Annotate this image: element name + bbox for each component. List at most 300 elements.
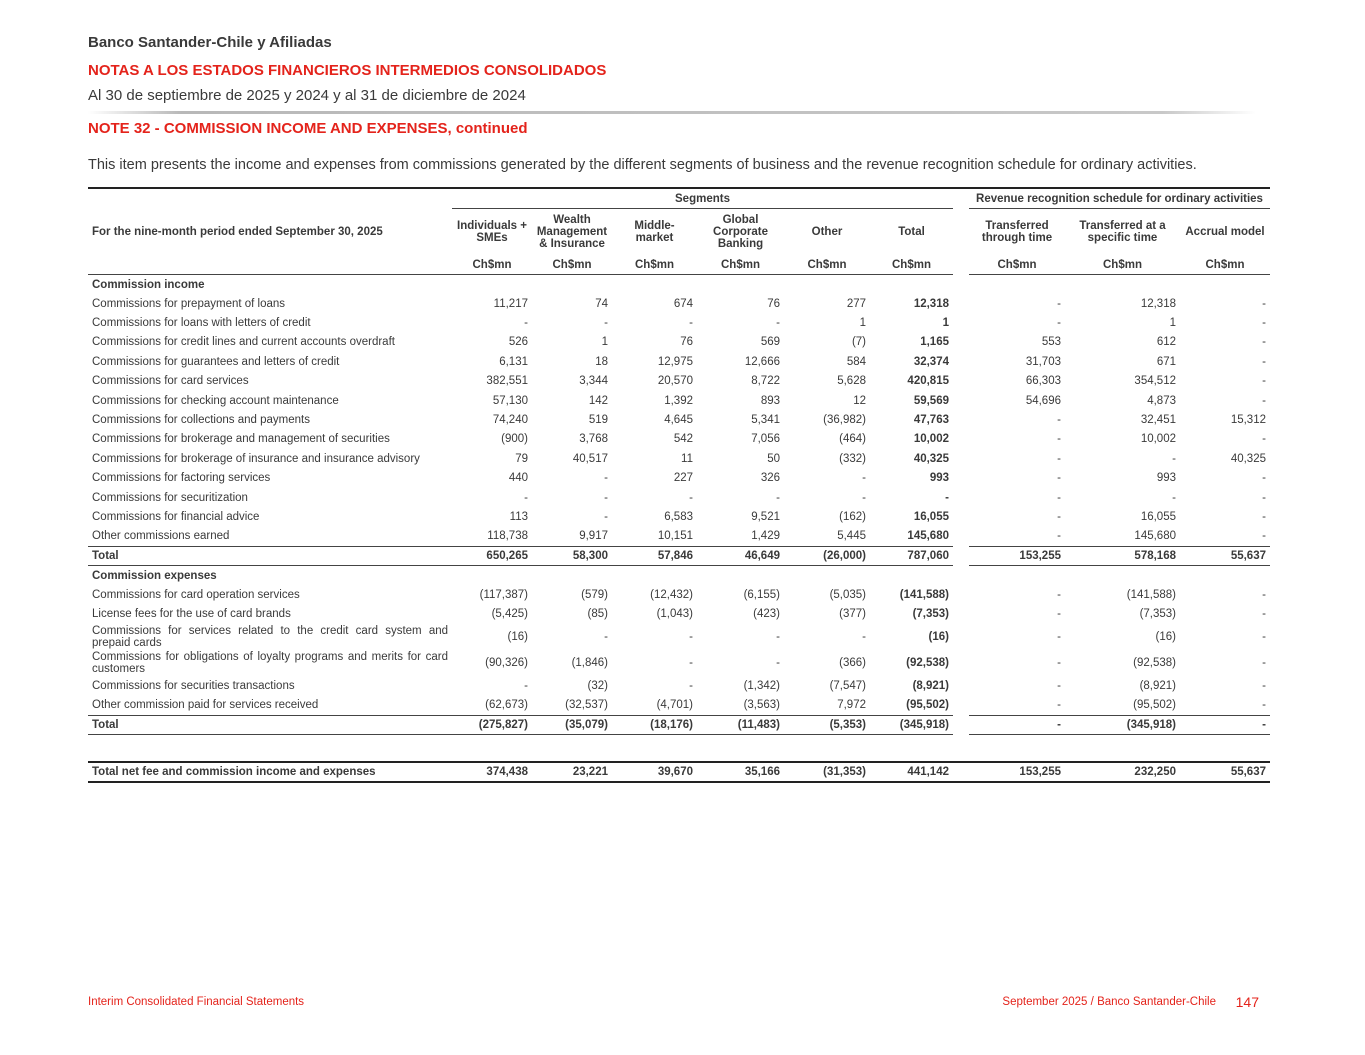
value-cell: (8,921) [912,679,949,692]
empty-cell [697,275,784,295]
empty-cell [784,566,870,586]
value-cell: 12,318 [1140,297,1176,310]
value-cell: (162) [839,510,866,523]
value-cell: 11 [681,452,693,465]
value-cell: - [969,715,1065,734]
value-cell: 6,583 [664,510,693,523]
row-label: Commissions for brokerage and management of securities [92,433,390,446]
value-cell: (1,846) [571,656,608,669]
value-cell: 7,056 [751,433,780,446]
note-intro: This item presents the income and expenses from commissions generated by the different segments of business and the revenue recognition schedule for ordinary activities. [88,157,1197,173]
spacer-cell [953,430,969,449]
spacer-cell [953,372,969,391]
value-cell: - [1172,491,1176,504]
value-cell: - [1262,433,1266,446]
column-header-row [88,209,1270,256]
table-row [88,430,1270,449]
empty-cell [953,734,969,762]
value-cell: - [862,630,866,643]
value-cell: - [776,656,780,669]
table-row [88,585,1270,604]
empty-cell [1180,275,1270,295]
spacer-cell [953,715,969,734]
value-cell: 542 [673,433,693,446]
table-row [88,391,1270,410]
value-cell: 12,318 [913,297,949,310]
value-cell: - [862,491,866,504]
table-row [88,313,1270,332]
footer-document-title: Interim Consolidated Financial Statements [88,996,305,1008]
value-cell: 232,250 [1065,762,1180,782]
row-label: Commissions for brokerage of insurance and insurance advisory [92,452,420,465]
value-cell: 74 [595,297,608,310]
row-label: Commissions for collections and payments [92,414,310,427]
value-cell: 16,055 [913,510,949,523]
income-total-row [88,547,1270,566]
value-cell: 584 [846,355,866,368]
empty-cell [1180,734,1270,762]
value-cell: - [524,679,528,692]
value-cell: 326 [760,472,780,485]
value-cell: (1,342) [743,679,780,692]
table-row [88,410,1270,429]
value-cell: - [1262,297,1266,310]
value-cell: (62,673) [485,698,528,711]
unit-row [88,255,1270,275]
empty-cell [953,275,969,295]
table-row [88,507,1270,526]
value-cell: - [689,491,693,504]
value-cell: 74,240 [492,414,528,427]
value-cell: (16) [507,630,528,643]
value-cell: (85) [587,608,608,621]
row-label: Commissions for credit lines and current accounts overdraft [92,336,395,349]
spacer-row [88,734,1270,762]
value-cell: 32,374 [913,355,949,368]
col-middle-market: Middle-market [634,220,675,244]
value-cell: - [1262,588,1266,601]
value-cell: - [1172,452,1176,465]
report-dates: Al 30 de septiembre de 2025 y 2024 y al 31 de diciembre de 2024 [88,87,526,104]
value-cell: (423) [753,608,780,621]
value-cell: (35,079) [532,715,612,734]
value-cell: (141,588) [899,588,949,601]
value-cell: 12,975 [657,355,693,368]
spacer-cell [953,488,969,507]
spacer-cell [953,449,969,468]
revenue-group-header: Revenue recognition schedule for ordinary activities [969,188,1270,209]
value-cell: - [604,510,608,523]
value-cell: 145,680 [1134,530,1176,543]
value-cell: (141,588) [1126,588,1176,601]
spacer-cell [953,333,969,352]
value-cell: - [1262,530,1266,543]
empty-cell [953,566,969,586]
value-cell: 50 [767,452,780,465]
value-cell: 23,221 [532,762,612,782]
value-cell: (18,176) [612,715,697,734]
value-cell: - [689,656,693,669]
value-cell: 5,628 [837,375,866,388]
col-total: Total [898,226,925,238]
value-cell: 519 [588,414,608,427]
value-cell: - [524,491,528,504]
value-cell: (5,353) [784,715,870,734]
value-cell: 9,917 [579,530,608,543]
value-cell: 6,131 [499,355,528,368]
empty-cell [697,734,784,762]
value-cell: 35,166 [697,762,784,782]
value-cell: - [1057,679,1061,692]
value-cell: - [604,491,608,504]
footer-source [1002,996,1216,1008]
table-row [88,488,1270,507]
unit-label: Ch$mn [784,255,870,275]
value-cell: 54,696 [1025,394,1061,407]
value-cell: (117,387) [479,588,528,601]
value-cell: 1 [601,336,608,349]
empty-cell [870,275,953,295]
value-cell: 1,392 [664,394,693,407]
table-row [88,527,1270,547]
value-cell: - [1262,355,1266,368]
value-cell: 420,815 [907,375,949,388]
group-header-row [88,188,1270,209]
value-cell: - [689,630,693,643]
table-row [88,604,1270,623]
net-total-row [88,762,1270,782]
value-cell: 153,255 [969,547,1065,566]
empty-cell [697,566,784,586]
spacer-cell [953,352,969,371]
value-cell: (92,538) [906,656,949,669]
footer-bank: Banco Santander-Chile [1097,996,1216,1008]
value-cell: 15,312 [1230,414,1266,427]
value-cell: (16) [928,630,949,643]
value-cell: 16,055 [1140,510,1176,523]
spacer-cell [953,676,969,695]
value-cell: 787,060 [870,547,953,566]
value-cell: 7,972 [837,698,866,711]
value-cell: - [604,317,608,330]
value-cell: (5,425) [491,608,528,621]
unit-label: Ch$mn [870,255,953,275]
row-label: Commissions for card operation services [92,588,300,601]
row-label: Commissions for securities transactions [92,679,295,692]
value-cell: (5,035) [829,588,866,601]
value-cell: 8,722 [751,375,780,388]
value-cell: 671 [1156,355,1176,368]
value-cell: 32,451 [1140,414,1176,427]
value-cell: (345,918) [1065,715,1180,734]
value-cell: - [1262,679,1266,692]
value-cell: 118,738 [487,530,528,543]
value-cell: - [1262,394,1266,407]
value-cell: (7,547) [829,679,866,692]
value-cell: 58,300 [532,547,612,566]
value-cell: - [776,317,780,330]
value-cell: 553 [1041,336,1061,349]
value-cell: 142 [588,394,608,407]
value-cell: (8,921) [1139,679,1176,692]
value-cell: (3,563) [743,698,780,711]
page-number: 147 [1235,994,1259,1010]
value-cell: 31,703 [1025,355,1061,368]
value-cell: 47,763 [913,414,949,427]
col-other: Other [811,226,843,238]
section-label: Commission expenses [92,569,217,582]
value-cell: - [862,472,866,485]
spacer-cell [953,469,969,488]
value-cell: (32) [587,679,608,692]
value-cell: (579) [581,588,608,601]
value-cell: - [1057,608,1061,621]
value-cell: - [1057,317,1061,330]
value-cell: 1,165 [920,336,949,349]
value-cell: 40,325 [913,452,949,465]
value-cell: (377) [839,608,866,621]
spacer-cell [953,547,969,566]
value-cell: (900) [501,433,528,446]
note-title: NOTE 32 - COMMISSION INCOME AND EXPENSES, continued [88,120,528,137]
value-cell: 227 [673,472,693,485]
value-cell: 674 [673,297,693,310]
spacer-cell [953,294,969,313]
spacer-cell [953,624,969,650]
value-cell: 993 [1156,472,1176,485]
empty-cell [969,566,1065,586]
value-cell: 55,637 [1180,547,1270,566]
unit-label: Ch$mn [1180,255,1270,275]
col-global-corporate-banking: Global Corporate Banking [713,214,768,250]
empty-cell [1180,566,1270,586]
empty-cell [1065,734,1180,762]
empty-cell [612,734,697,762]
spacer-cell [953,604,969,623]
value-cell: (95,502) [906,698,949,711]
value-cell: (31,353) [784,762,870,782]
row-label: Commissions for checking account maintenance [92,394,339,407]
value-cell: - [776,491,780,504]
row-label: Commissions for obligations of loyalty programs and merits for card customers [92,650,448,675]
value-cell: 76 [767,297,780,310]
value-cell: 3,344 [579,375,608,388]
value-cell: 76 [680,336,693,349]
empty-cell [1065,566,1180,586]
unit-label: Ch$mn [612,255,697,275]
empty-cell [784,275,870,295]
value-cell: 145,680 [907,530,949,543]
company-name: Banco Santander-Chile y Afiliadas [88,34,332,51]
value-cell: 10,002 [913,433,949,446]
table-row [88,650,1270,676]
value-cell: - [1057,530,1061,543]
value-cell: - [945,491,949,504]
value-cell: (7) [851,336,866,349]
income-section-row [88,275,1270,295]
table-row [88,333,1270,352]
empty-cell [1065,275,1180,295]
value-cell: 12,666 [744,355,780,368]
value-cell: 18 [595,355,608,368]
value-cell: 354,512 [1134,375,1176,388]
table-row [88,695,1270,715]
value-cell: (90,326) [485,656,528,669]
empty-cell [969,734,1065,762]
value-cell: (366) [839,656,866,669]
row-label: License fees for the use of card brands [92,608,291,621]
value-cell: 893 [760,394,780,407]
value-cell: (95,502) [1133,698,1176,711]
value-cell: (26,000) [784,547,870,566]
value-cell: - [1262,375,1266,388]
empty-cell [612,275,697,295]
value-cell: - [1057,698,1061,711]
row-label: Commissions for factoring services [92,472,271,485]
value-cell: - [1262,317,1266,330]
spacer-cell [953,527,969,547]
value-cell: (464) [839,433,866,446]
value-cell: (92,538) [1133,656,1176,669]
value-cell: - [1262,336,1266,349]
table-row [88,294,1270,313]
unit-label: Ch$mn [1065,255,1180,275]
value-cell: - [1057,452,1061,465]
table-row [88,352,1270,371]
empty-cell [784,734,870,762]
value-cell: (11,483) [697,715,784,734]
value-cell: (1,043) [656,608,693,621]
value-cell: 1 [859,317,866,330]
value-cell: - [1057,472,1061,485]
value-cell: 59,569 [913,394,949,407]
value-cell: 66,303 [1025,375,1061,388]
value-cell: 20,570 [657,375,693,388]
col-individuals-smes: Individuals + SMEs [457,220,527,244]
table-row [88,624,1270,650]
empty-cell [969,275,1065,295]
value-cell: - [1262,656,1266,669]
empty-cell [452,734,532,762]
value-cell: 9,521 [751,510,780,523]
value-cell: 441,142 [870,762,953,782]
value-cell: - [1057,656,1061,669]
value-cell: 12 [853,394,866,407]
segments-group-header: Segments [452,188,953,209]
row-label: Total net fee and commission income and expenses [88,762,452,782]
value-cell: 5,341 [751,414,780,427]
value-cell: - [1057,491,1061,504]
value-cell: - [1057,630,1061,643]
value-cell: 993 [929,472,949,485]
value-cell: - [776,630,780,643]
unit-label: Ch$mn [532,255,612,275]
table-body [88,275,1270,782]
spacer-cell [953,507,969,526]
row-label: Commissions for prepayment of loans [92,297,286,310]
value-cell: - [1057,588,1061,601]
value-cell: - [1057,414,1061,427]
value-cell: - [1180,715,1270,734]
value-cell: 374,438 [452,762,532,782]
value-cell: - [1262,472,1266,485]
value-cell: 382,551 [486,375,528,388]
value-cell: (7,353) [1139,608,1176,621]
col-transferred-specific-time: Transferred at a specific time [1079,220,1166,244]
row-label: Commissions for card services [92,375,249,388]
value-cell: - [1262,510,1266,523]
empty-cell [452,275,532,295]
value-cell: 578,168 [1065,547,1180,566]
spacer-cell [953,695,969,715]
value-cell: (6,155) [743,588,780,601]
value-cell: 612 [1156,336,1176,349]
value-cell: - [689,679,693,692]
value-cell: (12,432) [650,588,693,601]
table-row [88,372,1270,391]
value-cell: 5,445 [837,530,866,543]
spacer-cell [953,762,969,782]
value-cell: 1 [942,317,949,330]
col-wealth-management: Wealth Management & Insurance [536,214,608,250]
spacer-cell [953,391,969,410]
value-cell: (275,827) [452,715,532,734]
footer-slash: / [1090,996,1094,1008]
section-label: Commission income [92,278,205,291]
value-cell: (332) [839,452,866,465]
spacer-cell [953,585,969,604]
value-cell: 10,002 [1140,433,1176,446]
value-cell: - [689,317,693,330]
commission-table [88,187,1270,783]
table-row [88,469,1270,488]
value-cell: 11,217 [493,297,528,310]
value-cell: - [524,317,528,330]
value-cell: 46,649 [697,547,784,566]
value-cell: 10,151 [657,530,693,543]
col-accrual-model: Accrual model [1185,226,1265,238]
empty-cell [532,566,612,586]
value-cell: - [1057,297,1061,310]
table-row [88,449,1270,468]
value-cell: - [1262,698,1266,711]
value-cell: 526 [508,336,528,349]
value-cell: 153,255 [969,762,1065,782]
value-cell: 57,846 [612,547,697,566]
header-divider [88,111,1256,114]
row-label: Commissions for securitization [92,491,248,504]
expense-total-row [88,715,1270,734]
value-cell: - [1057,510,1061,523]
unit-label: Ch$mn [452,255,532,275]
value-cell: - [604,630,608,643]
empty-cell [870,734,953,762]
value-cell: 57,130 [492,394,528,407]
value-cell: (32,537) [565,698,608,711]
value-cell: (7,353) [912,608,949,621]
value-cell: 440 [508,472,528,485]
row-label: Commissions for financial advice [92,510,260,523]
notes-title: NOTAS A LOS ESTADOS FINANCIEROS INTERMEDIOS CONSOLIDADOS [88,62,607,79]
row-label: Other commissions earned [92,530,230,543]
value-cell: 569 [760,336,780,349]
value-cell: 1 [1169,317,1176,330]
row-label: Total [88,547,452,566]
value-cell: 55,637 [1180,762,1270,782]
value-cell: 39,670 [612,762,697,782]
value-cell: 3,768 [579,433,608,446]
row-label: Commissions for guarantees and letters of credit [92,355,340,368]
